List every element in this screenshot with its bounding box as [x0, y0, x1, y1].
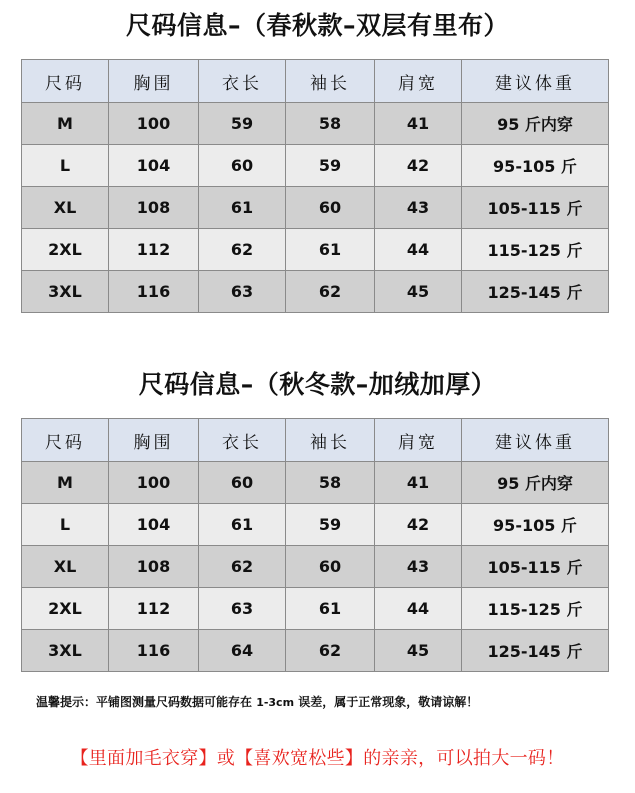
cell-length: 61 — [199, 187, 286, 229]
section1-title: 尺码信息–（春秋款–双层有里布） — [125, 11, 509, 40]
cell-size: 3XL — [22, 630, 109, 672]
section2-title: 尺码信息–（秋冬款–加绒加厚） — [138, 370, 497, 399]
cell-size: XL — [22, 546, 109, 588]
cell-sleeve: 58 — [286, 462, 375, 504]
cell-size: XL — [22, 187, 109, 229]
cell-sleeve: 60 — [286, 187, 375, 229]
cell-chest: 108 — [109, 187, 199, 229]
cell-shoulder: 42 — [375, 504, 462, 546]
header-sleeve: 袖长 — [286, 60, 375, 103]
cell-chest: 108 — [109, 546, 199, 588]
cell-chest: 100 — [109, 103, 199, 145]
header-size: 尺码 — [22, 419, 109, 462]
cell-shoulder: 44 — [375, 229, 462, 271]
cell-sleeve: 59 — [286, 504, 375, 546]
cell-chest: 112 — [109, 229, 199, 271]
size-table-autumn-winter — [21, 418, 609, 672]
header-length: 衣长 — [199, 60, 286, 103]
table-row — [22, 462, 609, 504]
note-range: 1-3cm — [256, 696, 295, 709]
table-header-row — [22, 60, 609, 103]
cell-shoulder: 42 — [375, 145, 462, 187]
cell-chest: 100 — [109, 462, 199, 504]
table-row — [22, 229, 609, 271]
cell-size: 2XL — [22, 588, 109, 630]
header-chest: 胸围 — [109, 60, 199, 103]
cell-shoulder: 44 — [375, 588, 462, 630]
cell-size: L — [22, 504, 109, 546]
header-length: 衣长 — [199, 419, 286, 462]
cell-size: 2XL — [22, 229, 109, 271]
header-shoulder: 肩宽 — [375, 419, 462, 462]
cell-length: 60 — [199, 145, 286, 187]
header-weight: 建议体重 — [462, 419, 609, 462]
table-row — [22, 588, 609, 630]
cell-sleeve: 59 — [286, 145, 375, 187]
cell-shoulder: 45 — [375, 271, 462, 313]
cell-weight: 125-145 斤 — [462, 630, 609, 672]
cell-weight: 95 斤内穿 — [462, 462, 609, 504]
cell-chest: 104 — [109, 504, 199, 546]
cell-weight: 95-105 斤 — [462, 504, 609, 546]
table-row — [22, 187, 609, 229]
cell-length: 60 — [199, 462, 286, 504]
header-size: 尺码 — [22, 60, 109, 103]
cell-shoulder: 41 — [375, 103, 462, 145]
measurement-note — [36, 693, 478, 710]
note-text-after: 误差，属于正常现象，敬请谅解！ — [294, 695, 479, 709]
cell-weight: 115-125 斤 — [462, 588, 609, 630]
table-row — [22, 145, 609, 187]
cell-length: 61 — [199, 504, 286, 546]
table-row — [22, 504, 609, 546]
cell-length: 59 — [199, 103, 286, 145]
cell-length: 63 — [199, 271, 286, 313]
cell-length: 64 — [199, 630, 286, 672]
header-sleeve: 袖长 — [286, 419, 375, 462]
cell-chest: 112 — [109, 588, 199, 630]
cell-shoulder: 43 — [375, 546, 462, 588]
cell-size: L — [22, 145, 109, 187]
size-up-promo: 【里面加毛衣穿】或【喜欢宽松些】的亲亲，可以拍大一码！ — [70, 748, 565, 769]
cell-sleeve: 62 — [286, 630, 375, 672]
cell-shoulder: 41 — [375, 462, 462, 504]
cell-weight: 95-105 斤 — [462, 145, 609, 187]
header-chest: 胸围 — [109, 419, 199, 462]
cell-weight: 95 斤内穿 — [462, 103, 609, 145]
cell-size: 3XL — [22, 271, 109, 313]
cell-chest: 116 — [109, 630, 199, 672]
cell-weight: 125-145 斤 — [462, 271, 609, 313]
cell-sleeve: 60 — [286, 546, 375, 588]
table-header-row — [22, 419, 609, 462]
cell-size: M — [22, 103, 109, 145]
table-row — [22, 271, 609, 313]
cell-sleeve: 62 — [286, 271, 375, 313]
cell-sleeve: 58 — [286, 103, 375, 145]
size-table-spring-autumn — [21, 59, 609, 313]
note-text-before: 温馨提示：平铺图测量尺码数据可能存在 — [36, 695, 257, 709]
table-row — [22, 103, 609, 145]
cell-sleeve: 61 — [286, 588, 375, 630]
cell-weight: 105-115 斤 — [462, 546, 609, 588]
cell-chest: 116 — [109, 271, 199, 313]
table-row — [22, 630, 609, 672]
cell-shoulder: 43 — [375, 187, 462, 229]
cell-length: 62 — [199, 546, 286, 588]
table-row — [22, 546, 609, 588]
cell-weight: 115-125 斤 — [462, 229, 609, 271]
cell-length: 63 — [199, 588, 286, 630]
cell-weight: 105-115 斤 — [462, 187, 609, 229]
header-shoulder: 肩宽 — [375, 60, 462, 103]
cell-length: 62 — [199, 229, 286, 271]
cell-shoulder: 45 — [375, 630, 462, 672]
cell-chest: 104 — [109, 145, 199, 187]
cell-size: M — [22, 462, 109, 504]
header-weight: 建议体重 — [462, 60, 609, 103]
cell-sleeve: 61 — [286, 229, 375, 271]
